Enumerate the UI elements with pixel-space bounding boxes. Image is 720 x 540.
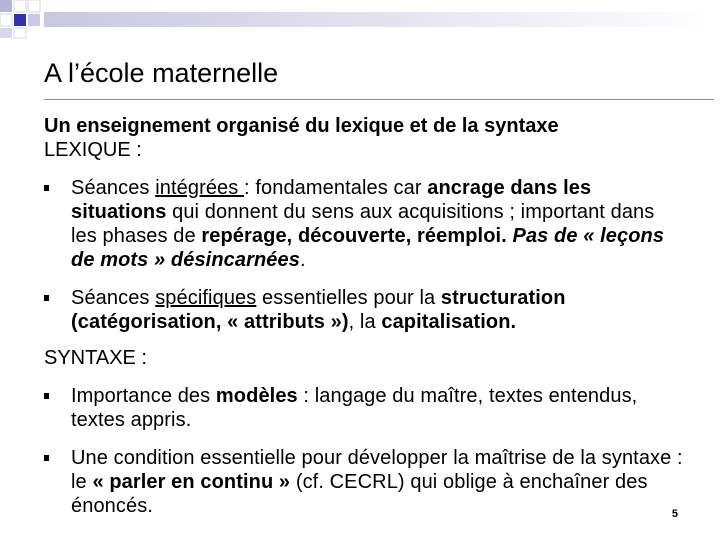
- syntaxe-heading: SYNTAXE :: [44, 347, 147, 369]
- text-run: Importance des: [71, 385, 216, 407]
- text-run: Une condition essentielle pour développer la maîtrise de la syntaxe : le: [71, 447, 683, 493]
- deco-square: [0, 14, 12, 26]
- square-bullet-icon: [44, 393, 49, 399]
- text-run: .: [299, 249, 306, 271]
- text-run-bold: modèles: [215, 385, 298, 407]
- text-run: , la: [348, 311, 382, 333]
- text-run-bold: capitalisation.: [381, 311, 517, 333]
- text-run-bold-italic: Pas de « leçons de mots » désincarnées: [71, 225, 665, 271]
- text-run-bold: repérage, découverte, réemploi.: [201, 225, 507, 247]
- deco-square: [0, 0, 12, 12]
- deco-square: [14, 14, 26, 26]
- page-number: 5: [671, 508, 678, 520]
- syntaxe-list: [44, 384, 684, 518]
- list-item: [44, 286, 684, 334]
- deco-square: [0, 28, 12, 38]
- slide-body: [44, 114, 684, 518]
- text-run-underlined: spécifiques: [155, 287, 257, 309]
- lexique-list: [44, 176, 684, 334]
- text-run: Séances: [71, 177, 156, 199]
- deco-square: [14, 0, 26, 12]
- text-run: essentielles pour la: [256, 287, 441, 309]
- title-divider: [44, 99, 714, 100]
- text-run-bold: ancrage dans les situations: [71, 177, 592, 223]
- deco-square: [14, 28, 26, 38]
- lexique-heading: LEXIQUE :: [44, 139, 142, 161]
- slide-title: A l’école maternelle: [44, 58, 279, 88]
- list-item: [44, 384, 684, 432]
- text-run-underlined: intégrées: [155, 177, 245, 199]
- header-gradient-bar: [44, 12, 720, 27]
- text-run: qui donnent du sens aux acquisitions ; important dans les phases de: [71, 201, 655, 247]
- text-run-bold: structuration (catégorisation, « attributs »): [71, 287, 566, 333]
- deco-square: [28, 14, 40, 26]
- text-run: Séances: [71, 287, 156, 309]
- list-item: [44, 446, 684, 518]
- deco-square: [28, 0, 40, 12]
- text-run: (cf. CECRL) qui oblige à enchaîner des énoncés.: [71, 471, 648, 517]
- corner-squares-decoration: [0, 0, 720, 40]
- square-bullet-icon: [44, 455, 49, 461]
- slide-subtitle: Un enseignement organisé du lexique et de la syntaxe: [44, 115, 559, 137]
- list-item: [44, 176, 684, 272]
- square-bullet-icon: [44, 185, 49, 191]
- text-run: : fondamentales car: [244, 177, 428, 199]
- text-run-bold: « parler en continu »: [92, 471, 291, 493]
- text-run: : langage du maître, textes entendus, textes appris.: [71, 385, 638, 431]
- square-bullet-icon: [44, 295, 49, 301]
